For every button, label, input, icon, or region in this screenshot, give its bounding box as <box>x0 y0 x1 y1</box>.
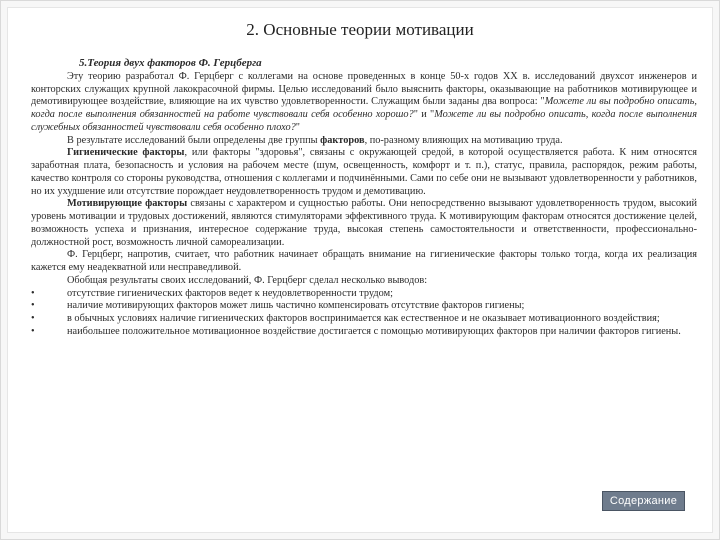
bullet-marker: • <box>31 287 35 299</box>
paragraph-herzberg-view: Ф. Герцберг, напротив, считает, что работник начинает обращать внимание на гигиенические факторы только тогда, когда их реализация кажется ему неадекватной или несправедливой. <box>31 249 697 273</box>
bullet-marker: • <box>31 313 35 324</box>
hygiene-term: Гигиенические факторы <box>67 147 185 159</box>
motivators-term: Мотивирующие факторы <box>67 198 188 210</box>
results-factors-term: факторов <box>320 134 365 146</box>
slide-body <box>31 57 697 339</box>
list-item <box>31 300 697 313</box>
bullet-marker: • <box>31 300 35 312</box>
intro-joiner: " и " <box>413 109 435 120</box>
section-subtitle: 5.Теория двух факторов Ф. Герцберга <box>79 57 262 69</box>
question-one: Можете ли вы подробно описать, когда после выполнения обязанностей на работе чувствовали себя особенно хорошо? <box>31 96 697 120</box>
paragraph-motivators <box>31 198 697 249</box>
paragraph-conclusions-intro: Обобщая результаты своих исследований, Ф. Герцберг сделал несколько выводов: <box>67 274 428 286</box>
intro-text: Эту теорию разработал Ф. Герцберг с коллегами на основе проведенных в конце 50-х годов XX в. исследований двухсот инженеров и конторских служащих крупной лакокрасочной фирмы. Целью исследований было выяснить факторы, оказывающие на работников мотивирующее и демотивирующее воздействие, влияющие на их чувство удовлетворенности. Служащим были заданы два вопроса: " <box>31 70 697 108</box>
bullet-text: в обычных условиях наличие гигиенических факторов воспринимается как естественное и не оказывает мотивационного воздействия; <box>67 313 660 324</box>
bullet-text: наличие мотивирующих факторов может лишь частично компенсировать отсутствие факторов гигиены; <box>67 300 525 312</box>
paragraph-results <box>31 135 697 148</box>
bullet-marker: • <box>31 325 35 337</box>
bullet-text: отсутствие гигиенических факторов ведет к неудовлетворенности трудом; <box>67 287 393 299</box>
paragraph-hygiene <box>31 147 697 198</box>
hygiene-text: , или факторы "здоровья", связаны с окружающей средой, в которой осуществляется работа. К ним относятся заработная плата, безопасность и условия на рабочем месте (шум, освещенность, комфорт и т. п.), статус, правила, распорядок, режим работы, качество контроля со стороны руководства, отношения с коллегами и подчинёнными. Сами по себе они не вызывают удовлетворенности у работников, но их ухудшение или отсутствие порождает неудовлетворенность трудом и демотивацию. <box>31 147 698 197</box>
contents-button[interactable]: Содержание <box>602 491 685 511</box>
list-item <box>31 313 697 326</box>
bullet-text: наибольшее положительное мотивационное воздействие достигается с помощью мотивирующих факторов при наличии факторов гигиены. <box>67 325 681 337</box>
slide-title: 2. Основные теории мотивации <box>246 20 474 39</box>
results-text-start: В результате исследований были определены две группы <box>67 134 321 146</box>
intro-close-quote: " <box>295 121 300 133</box>
question-two: Можете ли вы подробно описать, когда после выполнения служебных обязанностей чувствовали себя особенно плохо? <box>31 109 697 133</box>
results-text-end: , по-разному влияющих на мотивацию труда. <box>364 134 563 146</box>
motivators-text: связаны с характером и сущностью работы. Они непосредственно вызывают удовлетворенность трудом, высокий уровень мотивации и трудовых достижений, являются стимуляторами эффективного труда. К мотивирующим факторам относятся достижение целей, возможность успеха и признания, интересное содержание труда, высокая степень самостоятельности и ответственности, профессионально-должностной рост, возможность личной самореализации. <box>31 198 697 248</box>
list-item <box>31 288 697 301</box>
paragraph-intro <box>31 71 697 135</box>
list-item <box>31 326 697 339</box>
